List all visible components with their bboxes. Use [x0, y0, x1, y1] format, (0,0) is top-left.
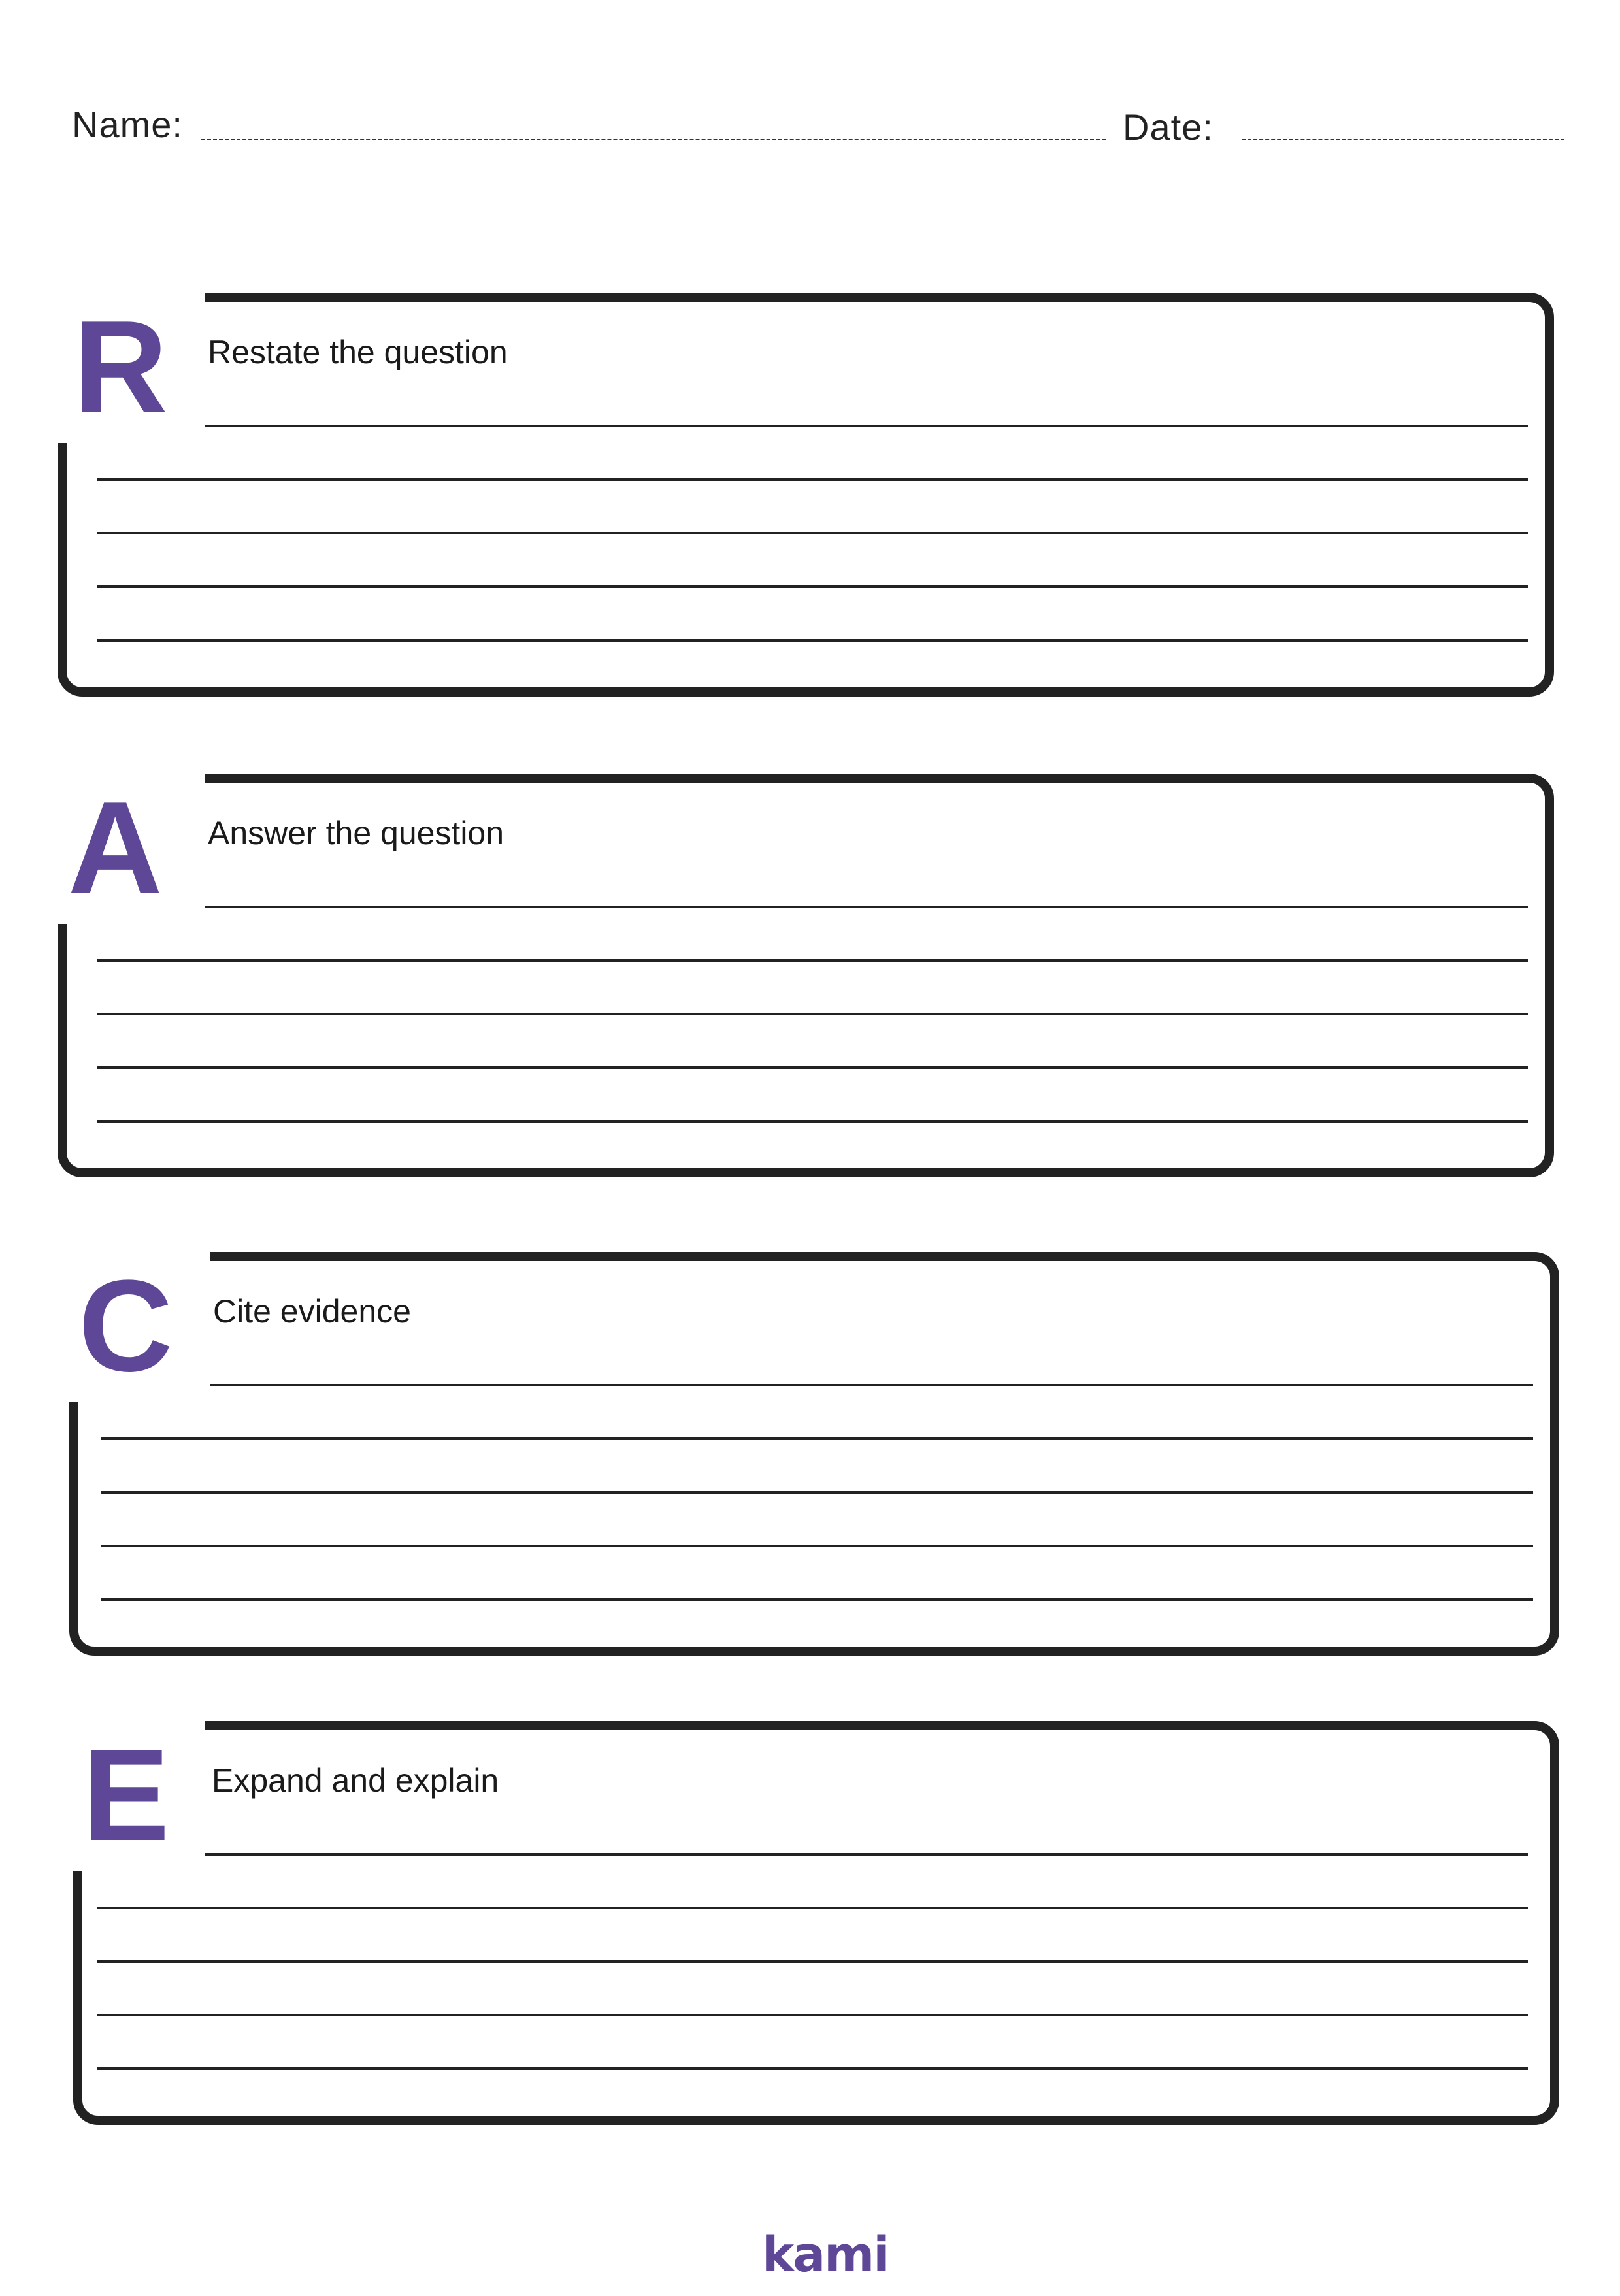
expand-prompt: Expand and explain	[212, 1762, 499, 1799]
answer-line-3[interactable]	[97, 1013, 1528, 1015]
answer-line-4[interactable]	[97, 1066, 1528, 1069]
cite-line-2[interactable]	[101, 1437, 1533, 1440]
expand-line-4[interactable]	[97, 2014, 1528, 2016]
name-field[interactable]	[201, 139, 1106, 140]
restate-line-4[interactable]	[97, 585, 1528, 588]
section-answer	[0, 774, 1620, 1192]
name-label: Name:	[72, 104, 183, 145]
cite-line-4[interactable]	[101, 1545, 1533, 1547]
answer-line-5[interactable]	[97, 1120, 1528, 1123]
restate-prompt: Restate the question	[208, 334, 508, 370]
expand-line-1[interactable]	[205, 1853, 1528, 1856]
answer-letter: A	[68, 775, 163, 921]
restate-line-1[interactable]	[205, 425, 1528, 427]
expand-line-5[interactable]	[97, 2067, 1528, 2070]
cite-prompt: Cite evidence	[213, 1293, 411, 1330]
cite-line-1[interactable]	[210, 1384, 1533, 1386]
restate-line-3[interactable]	[97, 532, 1528, 534]
expand-line-2[interactable]	[97, 1907, 1528, 1909]
answer-prompt: Answer the question	[208, 815, 504, 851]
section-expand	[0, 1721, 1620, 2139]
restate-line-5[interactable]	[97, 639, 1528, 642]
answer-line-2[interactable]	[97, 959, 1528, 962]
kami-logo: kami	[762, 2227, 889, 2283]
date-field[interactable]	[1242, 139, 1564, 140]
section-cite	[0, 1252, 1620, 1670]
cite-line-5[interactable]	[101, 1598, 1533, 1601]
restate-letter: R	[73, 294, 168, 440]
restate-line-2[interactable]	[97, 478, 1528, 481]
expand-line-3[interactable]	[97, 1960, 1528, 1963]
cite-line-3[interactable]	[101, 1491, 1533, 1494]
section-restate	[0, 293, 1620, 711]
date-label: Date:	[1123, 107, 1214, 148]
cite-letter: C	[78, 1253, 173, 1399]
answer-line-1[interactable]	[205, 906, 1528, 908]
expand-letter: E	[82, 1722, 170, 1868]
